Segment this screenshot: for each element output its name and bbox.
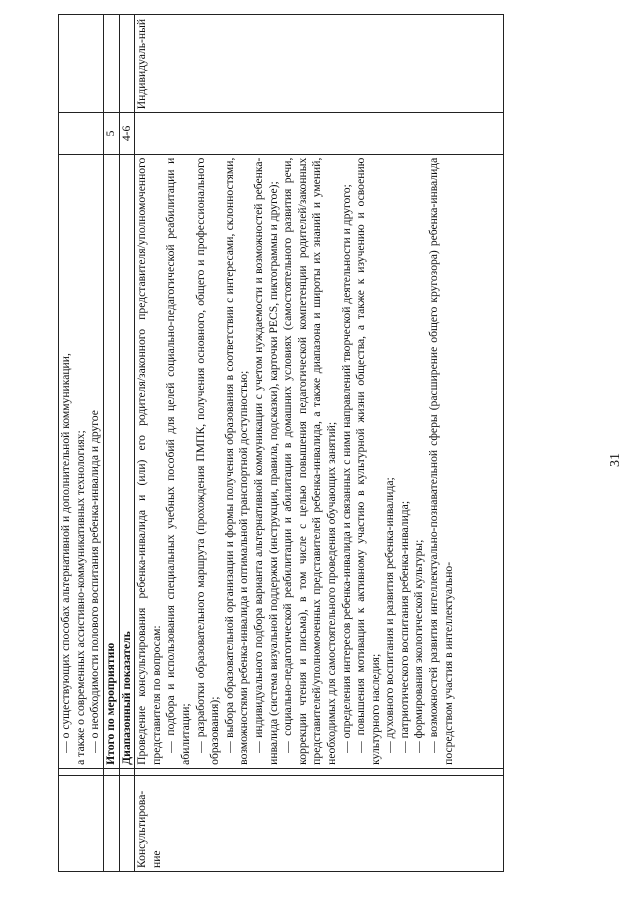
total-label: Итого по мероприятию xyxy=(104,154,120,768)
table-row xyxy=(135,15,504,872)
table-row xyxy=(104,15,120,872)
table-row xyxy=(119,15,135,872)
table-row xyxy=(59,15,104,872)
service-form: Индивидуаль-ный xyxy=(135,15,504,113)
consult-description: Проведение консультирования ребенка-инвалида и (или) его родителя/законного представителя/уполномоченного представителя по вопросам: — подбора и использования специальных учебных пособий для целей социально-педагогической реабилитации и абилитации; — разработки образовательного маршрута (прохождения ПМПК, получения основного, общего и профессионального образования); — выбора образовательной организации и формы получения образования в соответствии с интересами, склонностями, возможностями ребенка-инвалида и оптимальной транспортной доступностью; — индивидуального подбора варианта альтернативной коммуникации с учетом нуждаемости и возможностей ребенка-инвалида (система визуальной поддержки (инструкции, правила, подсказки), карточки PECS, пиктограммы и другое); — социально-педагогической реабилитации и абилитации в домашних условиях (самостоятельного развития речи, коррекции чтения и письма), в том числе с целью повышения педагогической компетенции родителей/законных представителей/уполномоченных представителей ребенка-инвалида, а также диапазона и широты их знаний и умений, необходимых для самостоятельного проведения обучающих занятий; — определения интересов ребенка-инвалида и связанных с ними направлений творческой деятельности и другого; — повышения мотивации к активному участию в культурной жизни общества, а также к изучению и освоению культурного наследия; — духовного воспитания и развития ребенка-инвалида; — патриотического воспитания ребенка-инвалида; — формирования экологической культуры; — возможностей развития интеллектуально-познавательной сферы (расширение общего кругозора) ребенка-инвалида посредством участия в интеллектуально- xyxy=(135,154,504,768)
service-name: Консультирова-ние xyxy=(135,775,504,871)
page-number: 31 xyxy=(608,453,623,467)
total-value: 5 xyxy=(104,113,120,154)
cell-communication-text: — о существующих способах альтернативной и дополнительной коммуникации, а также о современных ассистивно-коммуникативных технологиях; — о необходимости полового воспитания ребенка-инвалида и другое xyxy=(59,154,104,768)
services-table xyxy=(58,14,504,872)
range-value: 4-6 xyxy=(119,113,135,154)
range-label: Диапазонный показатель xyxy=(119,154,135,768)
